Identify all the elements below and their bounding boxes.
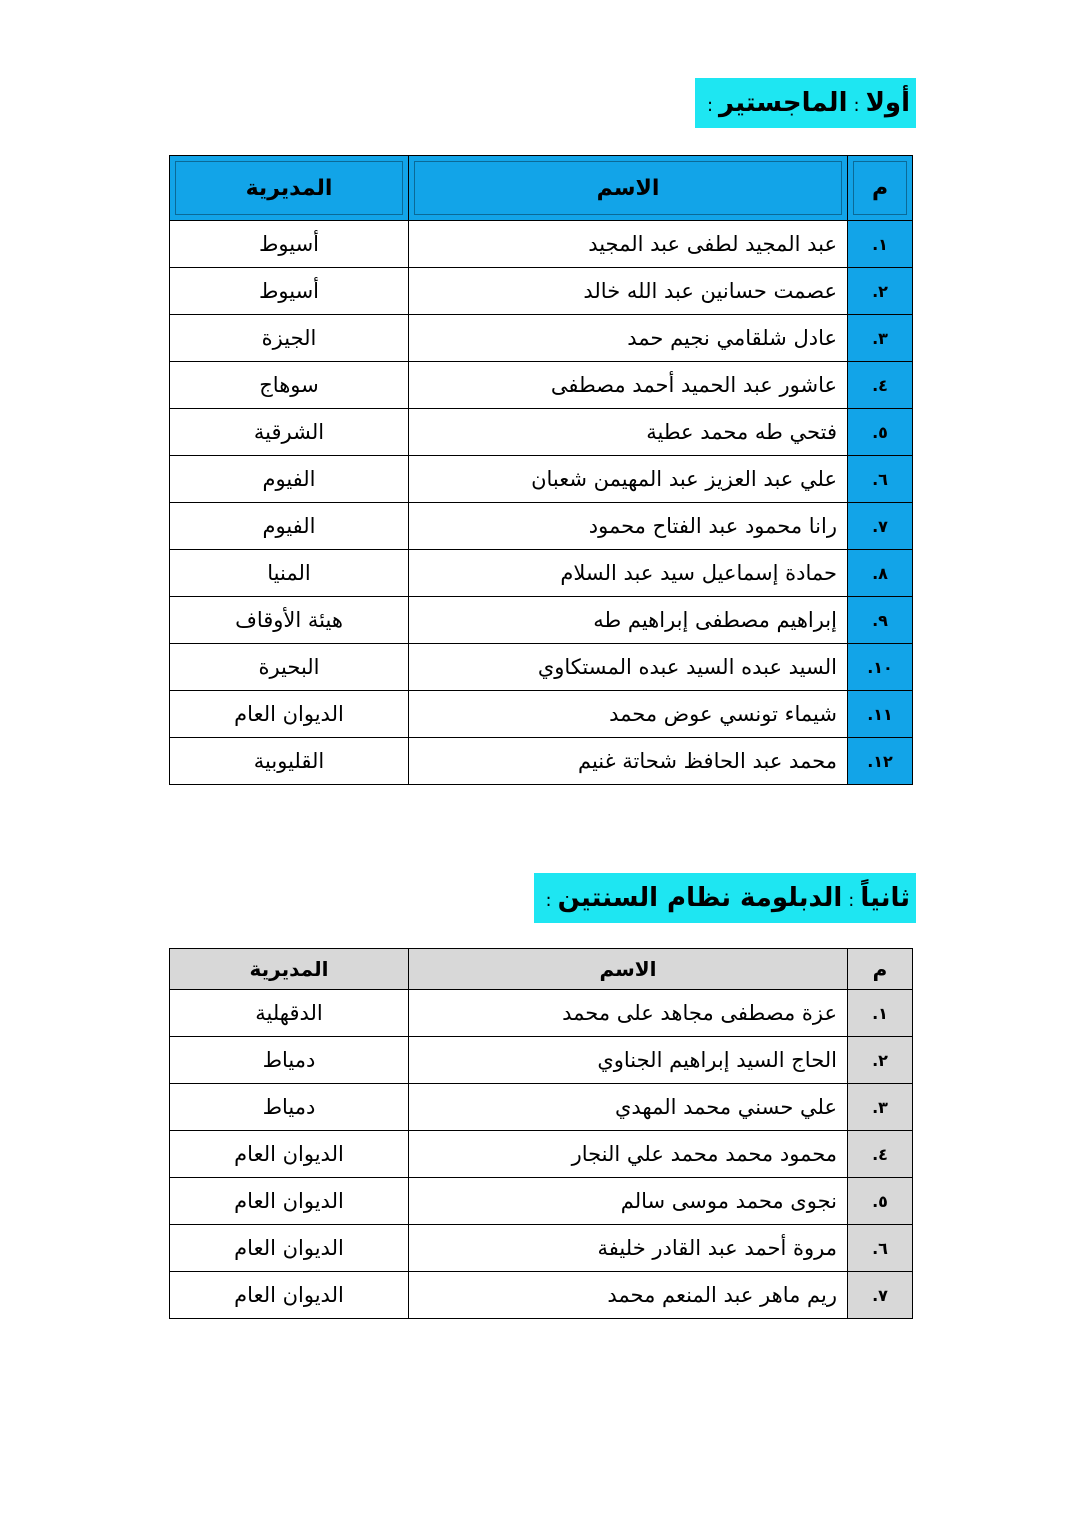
row-directorate: المنيا bbox=[170, 550, 409, 597]
column-header-name: الاسم bbox=[409, 156, 848, 221]
section-1-heading bbox=[695, 78, 916, 128]
section-2-heading-end: : bbox=[545, 890, 552, 911]
row-name: مروة أحمد عبد القادر خليفة bbox=[409, 1225, 848, 1272]
table-row bbox=[170, 1084, 913, 1131]
row-name: نجوى محمد موسى سالم bbox=[409, 1178, 848, 1225]
row-number: ١٢. bbox=[848, 738, 913, 785]
row-name: عصمت حسانين عبد الله خالد bbox=[409, 268, 848, 315]
section-1-heading-colon: : bbox=[853, 95, 860, 116]
row-name: عزة مصطفى مجاهد على محمد bbox=[409, 990, 848, 1037]
column-header-number: م bbox=[848, 156, 913, 221]
row-directorate: البحيرة bbox=[170, 644, 409, 691]
table-row bbox=[170, 738, 913, 785]
row-number: ٢. bbox=[848, 268, 913, 315]
row-directorate: الشرقية bbox=[170, 409, 409, 456]
row-name: فتحي طه محمد عطية bbox=[409, 409, 848, 456]
row-name: عاشور عبد الحميد أحمد مصطفى bbox=[409, 362, 848, 409]
row-name: عبد المجيد لطفى عبد المجيد bbox=[409, 221, 848, 268]
row-number: ٧. bbox=[848, 1272, 913, 1319]
table-row bbox=[170, 990, 913, 1037]
row-name: الحاج السيد إبراهيم الجناوي bbox=[409, 1037, 848, 1084]
row-directorate: الديوان العام bbox=[170, 1178, 409, 1225]
section-2-heading-prefix: ثانياً bbox=[860, 883, 910, 913]
row-directorate: الديوان العام bbox=[170, 1131, 409, 1178]
column-header-number: م bbox=[848, 949, 913, 990]
row-directorate: الفيوم bbox=[170, 503, 409, 550]
row-number: ٥. bbox=[848, 1178, 913, 1225]
row-directorate: أسيوط bbox=[170, 221, 409, 268]
row-name: حمادة إسماعيل سيد عبد السلام bbox=[409, 550, 848, 597]
table-row bbox=[170, 456, 913, 503]
row-name: محمد عبد الحافظ شحاتة غنيم bbox=[409, 738, 848, 785]
row-number: ١١. bbox=[848, 691, 913, 738]
table-row bbox=[170, 221, 913, 268]
row-number: ٣. bbox=[848, 315, 913, 362]
row-directorate: دمياط bbox=[170, 1084, 409, 1131]
row-number: ٥. bbox=[848, 409, 913, 456]
table-row bbox=[170, 1178, 913, 1225]
section-1-heading-title: الماجستير bbox=[719, 88, 848, 118]
table-header-row bbox=[170, 156, 913, 221]
row-number: ٦. bbox=[848, 456, 913, 503]
row-number: ١٠. bbox=[848, 644, 913, 691]
table-row bbox=[170, 1131, 913, 1178]
table-row bbox=[170, 268, 913, 315]
row-number: ١. bbox=[848, 990, 913, 1037]
row-name: محمود محمد محمد علي النجار bbox=[409, 1131, 848, 1178]
table-row bbox=[170, 691, 913, 738]
row-name: السيد عبده السيد عبده المستكاوي bbox=[409, 644, 848, 691]
row-directorate: القليوبية bbox=[170, 738, 409, 785]
section-1-heading-prefix: أولا bbox=[865, 88, 910, 118]
row-directorate: الفيوم bbox=[170, 456, 409, 503]
masters-table bbox=[169, 155, 913, 785]
row-name: ريم ماهر عبد المنعم محمد bbox=[409, 1272, 848, 1319]
table-row bbox=[170, 644, 913, 691]
section-1-heading-end: : bbox=[706, 95, 714, 116]
column-header-directorate: المديرية bbox=[170, 156, 409, 221]
row-directorate: الديوان العام bbox=[170, 691, 409, 738]
table-row bbox=[170, 362, 913, 409]
row-number: ٤. bbox=[848, 362, 913, 409]
row-name: شيماء تونسي عوض محمد bbox=[409, 691, 848, 738]
table-row bbox=[170, 503, 913, 550]
diploma-table bbox=[169, 948, 913, 1319]
table-row bbox=[170, 315, 913, 362]
section-2-heading-title: الدبلومة نظام السنتين bbox=[557, 883, 843, 913]
row-directorate: سوهاج bbox=[170, 362, 409, 409]
table-header-row bbox=[170, 949, 913, 990]
table-row bbox=[170, 550, 913, 597]
row-number: ٩. bbox=[848, 597, 913, 644]
row-number: ٧. bbox=[848, 503, 913, 550]
row-number: ٣. bbox=[848, 1084, 913, 1131]
table-row bbox=[170, 597, 913, 644]
row-number: ٨. bbox=[848, 550, 913, 597]
row-name: إبراهيم مصطفى إبراهيم طه bbox=[409, 597, 848, 644]
section-2-heading bbox=[534, 873, 916, 923]
row-directorate: الدقهلية bbox=[170, 990, 409, 1037]
row-name: عادل شلقامي نجيم حمد bbox=[409, 315, 848, 362]
table-row bbox=[170, 409, 913, 456]
row-name: رانا محمود عبد الفتاح محمود bbox=[409, 503, 848, 550]
section-2-heading-colon: : bbox=[848, 890, 855, 911]
table-row bbox=[170, 1037, 913, 1084]
row-directorate: الديوان العام bbox=[170, 1272, 409, 1319]
row-directorate: أسيوط bbox=[170, 268, 409, 315]
row-name: علي حسني محمد المهدي bbox=[409, 1084, 848, 1131]
table-row bbox=[170, 1225, 913, 1272]
row-directorate: دمياط bbox=[170, 1037, 409, 1084]
column-header-directorate: المديرية bbox=[170, 949, 409, 990]
row-number: ١. bbox=[848, 221, 913, 268]
row-name: علي عبد العزيز عبد المهيمن شعبان bbox=[409, 456, 848, 503]
row-number: ٤. bbox=[848, 1131, 913, 1178]
row-directorate: هيئة الأوقاف bbox=[170, 597, 409, 644]
column-header-name: الاسم bbox=[409, 949, 848, 990]
row-number: ٢. bbox=[848, 1037, 913, 1084]
row-directorate: الديوان العام bbox=[170, 1225, 409, 1272]
row-directorate: الجيزة bbox=[170, 315, 409, 362]
row-number: ٦. bbox=[848, 1225, 913, 1272]
table-row bbox=[170, 1272, 913, 1319]
